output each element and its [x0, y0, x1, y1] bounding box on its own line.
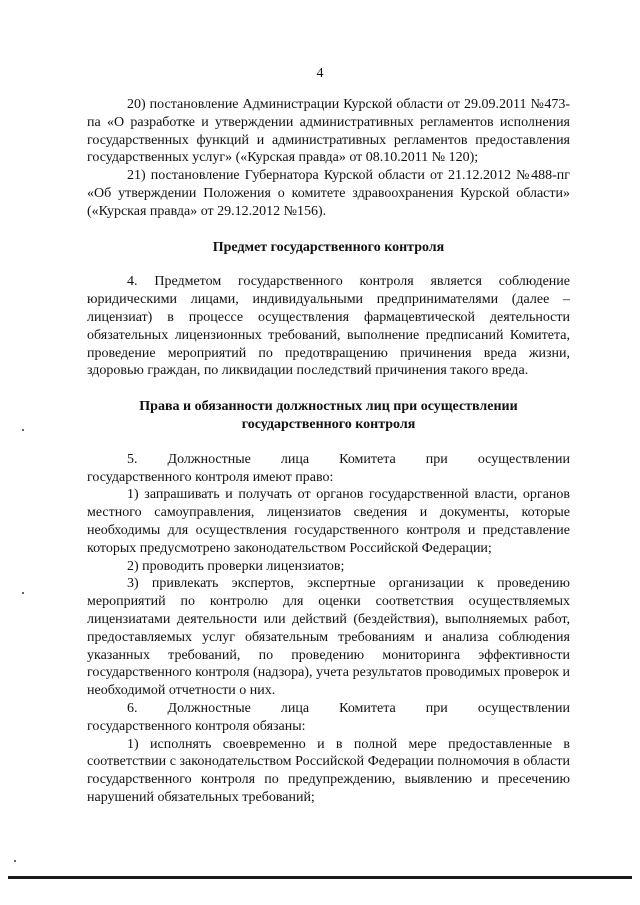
- paragraph-6-tail: государственного контроля обязаны:: [87, 718, 306, 734]
- list-item-20: 20) постановление Администрации Курской области от 29.09.2011 №473-па «О разработке и утверждении административных регламентов исполнения государственных функций и административных регламентов предоставления государственных услуг» («Курская правда» от 08.10.2011 № 120);: [87, 97, 570, 166]
- paragraph-5-item-1: 1) запрашивать и получать от органов государственной власти, органов местного самоуправления, лицензиатов сведения и документы, которые необходимы для осуществления государственного контроля и представление которых предусмотрено законодательством Российской Федерации;: [87, 487, 570, 556]
- spacer: [87, 434, 570, 451]
- scan-speck: [14, 860, 16, 862]
- bottom-edge-rule: [8, 876, 632, 879]
- list-item-21: 21) постановление Губернатора Курской области от 21.12.2012 №488-пг «Об утверждении Положения о комитете здравоохранения Курской области» («Курская правда» от 29.12.2012 №156).: [87, 168, 570, 219]
- paragraph-4: 4. Предметом государственного контроля является соблюдение юридическими лицами, индивидуальными предпринимателями (далее – лицензиат) в процессе осуществления фармацевтической деятельности обязательных лицензионных требований, выполнение предписаний Комитета, проведение мероприятий по предотвращению причинения вреда жизни, здоровью граждан, по ликвидации последствий причинения такого вреда.: [87, 274, 570, 379]
- paragraph-6-lead: 6. Должностные лица Комитета при осуществлении: [127, 700, 570, 716]
- paragraph-5-tail: государственного контроля имеют право:: [87, 469, 334, 485]
- section-heading-rights-line1: Права и обязанности должностных лиц при осуществлении: [139, 399, 518, 415]
- section-heading-subject: Предмет государственного контроля: [212, 239, 445, 255]
- spacer: [87, 380, 570, 398]
- scan-speck: [22, 429, 24, 431]
- spacer: [87, 221, 570, 239]
- page-number: 4: [316, 66, 324, 81]
- document-body: [87, 96, 570, 807]
- section-heading-rights-line2: государственного контроля: [241, 416, 416, 432]
- paragraph-6-item-1: 1) исполнять своевременно и в полной мере предоставленные в соответствии с законодательством Российской Федерации полномочия в области государственного контроля по предупреждению, выявлению и пресечению нарушений обязательных требований;: [87, 736, 570, 805]
- spacer: [87, 256, 570, 273]
- paragraph-5-item-3: 3) привлекать экспертов, экспертные организации к проведению мероприятий по контролю для оценки соответствия осуществляемых лицензиатами деятельности или действий (бездействия), выполняемых работ, предоставляемых услуг обязательным требованиям и анализа соблюдения указанных требований, по проведению мониторинга эффективности государственного контроля (надзора), учета результатов проводимых проверок и необходимой отчетности о них.: [87, 576, 570, 699]
- paragraph-5-lead: 5. Должностные лица Комитета при осуществлении: [127, 451, 570, 467]
- scan-speck: [22, 592, 24, 594]
- paragraph-5-item-2: 2) проводить проверки лицензиатов;: [127, 558, 345, 574]
